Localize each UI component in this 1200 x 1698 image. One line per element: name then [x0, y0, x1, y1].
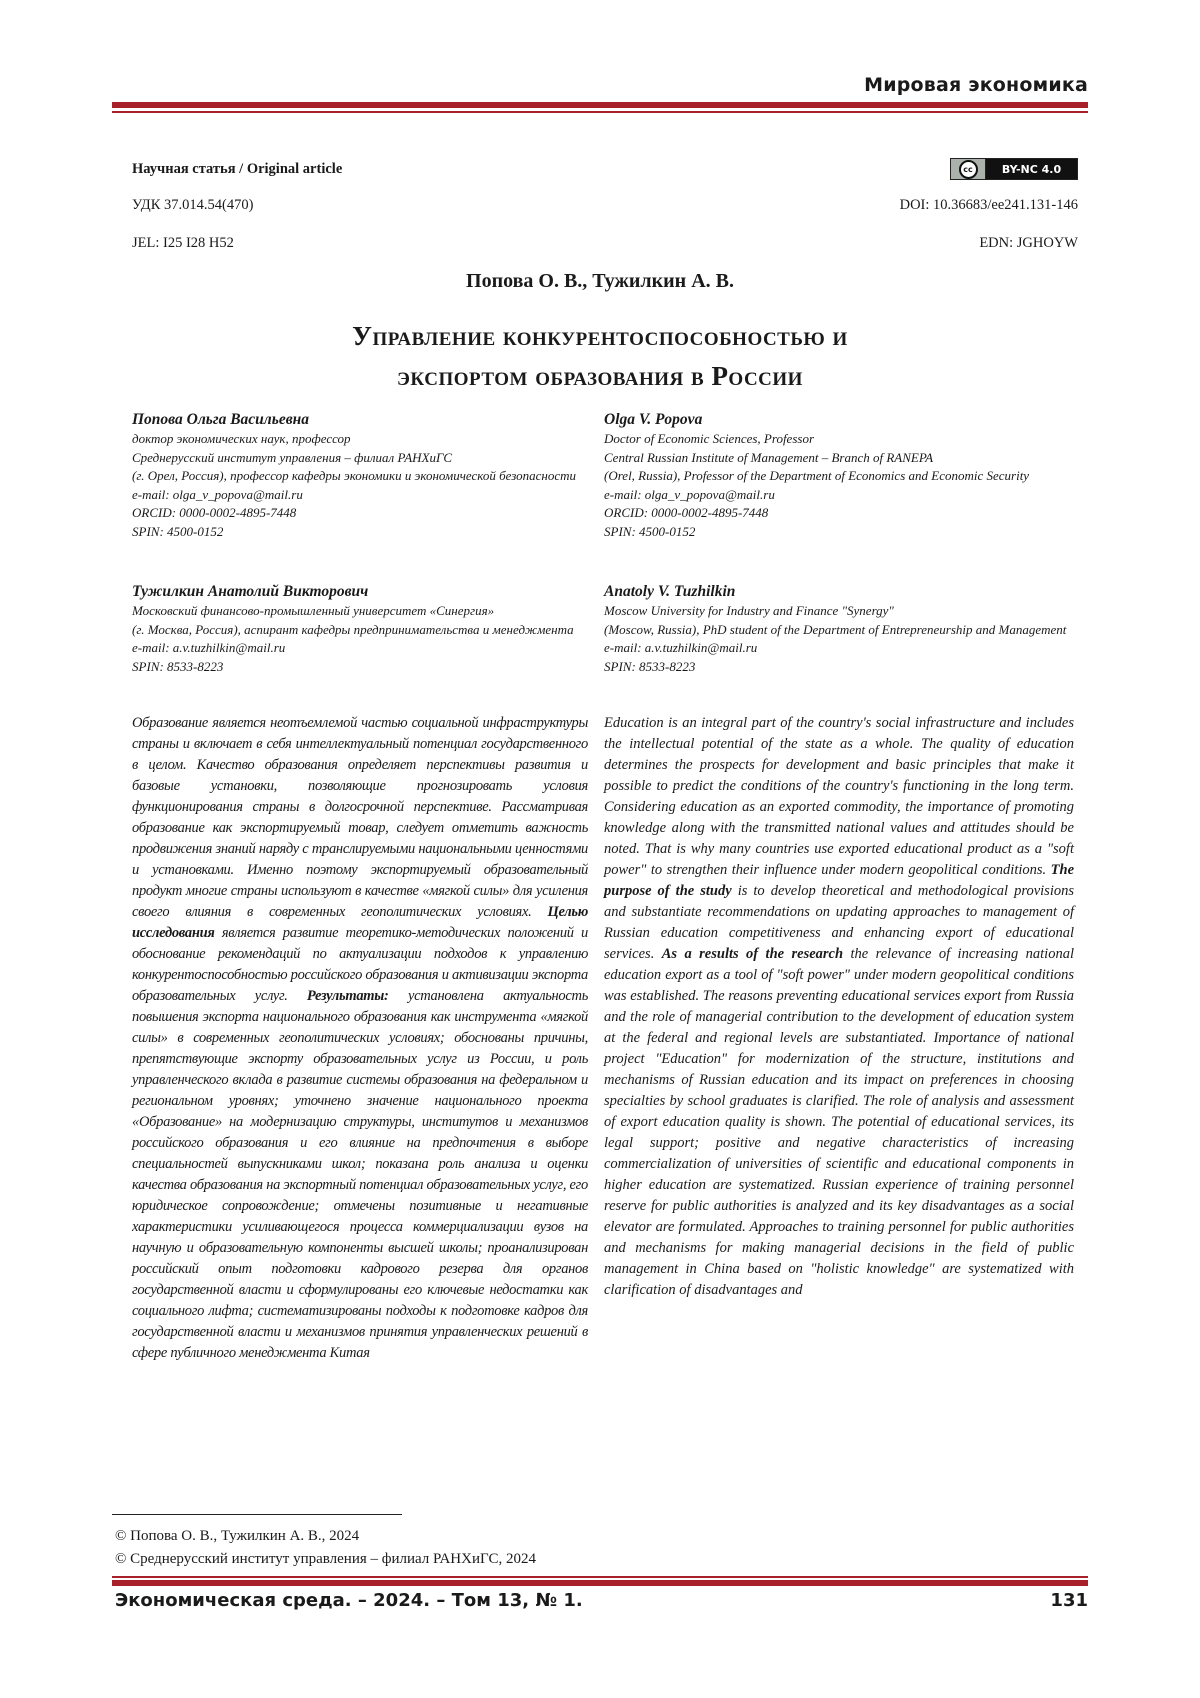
author-email[interactable]: e-mail: a.v.tuzhilkin@mail.ru — [132, 640, 286, 655]
author-spin: SPIN: 8533-8223 — [132, 658, 224, 674]
abstract-en-purpose: is to develop theoretical and methodological provisions and substantiate recommendations on updating approaches to management of Russian education competitiveness and enhancing export of educational services. — [604, 883, 1074, 962]
abstract-ru — [132, 713, 588, 1364]
author-position: (Orel, Russia), Professor of the Department of Economics and Economic Security — [604, 468, 1030, 483]
meta-row-udc — [132, 197, 1078, 214]
abstract-en-purpose-label: The purpose of the study — [604, 862, 1075, 899]
article-title — [150, 316, 1050, 396]
author-ru-2 — [132, 582, 588, 676]
footnote-rule — [112, 1514, 402, 1515]
abstract-ru-results-label: Результаты: — [306, 988, 389, 1004]
author-degree: доктор экономических наук, профессор — [132, 431, 351, 446]
author-affiliation: Central Russian Institute of Management – Branch of RANEPA — [604, 449, 934, 465]
author-affiliation: Московский финансово-промышленный университет «Синергия» — [132, 603, 495, 618]
abstract-en-results: the relevance of increasing national education export as a tool of "soft power" under modern geopolitical conditions was established. The reasons preventing educational services export from Russia and the role of managerial contribution to the development of education system at the federal and regional levels are substantiated. Importance of national project "Education" for modernization of the structure, institutions and mechanisms of Russian education and its impact on preferences in choosing specialties by school graduates is clarified. The role of analysis and assessment of export education quality is shown. The potential of educational services, its legal support; positive and negative characteristics of increasing commercialization of universities of scientific and educational components in higher education are systematized. Russian experience of training personnel reserve for public authorities is analyzed and its key disadvantages as a social elevator are formulated. Approaches to training personnel for public authorities and mechanisms for making managerial decisions in the field of public management in China based on "holistic knowledge" are systematized with clarification of disadvantages and — [604, 946, 1074, 1298]
journal-citation: Экономическая среда. – 2024. – Том 13, № 1. — [115, 1590, 583, 1611]
doi[interactable]: DOI: 10.36683/ee241.131-146 — [899, 197, 1078, 213]
abstract-ru-purpose-label: Целью исследования — [132, 904, 588, 941]
author-orcid: ORCID: 0000-0002-4895-7448 — [604, 505, 769, 520]
header-rule — [112, 102, 1088, 108]
author-spin: SPIN: 4500-0152 — [132, 523, 224, 539]
author-position: (г. Москва, Россия), аспирант кафедры предпринимательства и менеджмента — [132, 621, 574, 637]
title-line-1: Управление конкурентоспособностью и — [352, 321, 848, 351]
article-type: Научная статья / Original article — [132, 160, 343, 177]
author-email[interactable]: e-mail: olga_v_popova@mail.ru — [604, 486, 775, 502]
header-rule-thin — [112, 111, 1088, 113]
edn: EDN: JGHOYW — [979, 235, 1078, 251]
author-name: Olga V. Popova — [604, 411, 703, 428]
footnote-copyright-institute: © Среднерусский институт управления – филиал РАНХиГС, 2024 — [115, 1551, 536, 1567]
abstract-en-intro: Education is an integral part of the country's social infrastructure and includes the intellectual potential of the state as a whole. The quality of education determines the prospects for development and basic principles that make it possible to predict the conditions of the country's functioning in the long term. Considering education as an exported commodity, the importance of promoting knowledge along with the transmitted national values and attitudes should be noted. That is why many countries use exported educational product as a "soft power" to strengthen their influence under modern geopolitical conditions. — [604, 715, 1074, 878]
footer-rule — [112, 1580, 1088, 1586]
license-label: BY-NC 4.0 — [986, 159, 1077, 179]
footnote-copyright-authors: © Попова О. В., Тужилкин А. В., 2024 — [115, 1528, 360, 1544]
license-badge[interactable] — [950, 158, 1078, 180]
author-affiliation: Moscow University for Industry and Finance "Synergy" — [604, 603, 894, 618]
author-position: (г. Орел, Россия), профессор кафедры экономики и экономической безопасности — [132, 468, 577, 483]
author-spin: SPIN: 8533-8223 — [604, 658, 696, 674]
footer-rule-thin — [112, 1576, 1088, 1578]
udc-code: УДК 37.014.54(470) — [132, 197, 254, 213]
author-position: (Moscow, Russia), PhD student of the Department of Entrepreneurship and Management — [604, 621, 1067, 637]
author-degree: Doctor of Economic Sciences, Professor — [604, 431, 814, 446]
author-ru-1 — [132, 410, 588, 541]
authors-line: Попова О. В., Тужилкин А. В. — [466, 270, 734, 292]
abstract-ru-intro: Образование является неотъемлемой частью социальной инфраструктуры страны и включает в себя интеллектуальный потенциал государственного в целом. Качество образования определяет перспективы развития и базовые установки, позволяющие прогнозировать условия функционирования страны в долгосрочной перспективе. Рассматривая образование как экспортируемый товар, следует отметить важность продвижения знаний наряду с транслируемыми национальными ценностями и установками. Именно поэтому экспортируемый образовательный продукт многие страны используют в качестве «мягкой силы» для усиления своего влияния в современных геополитических условиях. — [132, 715, 588, 920]
section-title: Мировая экономика — [864, 74, 1088, 96]
author-affiliation: Среднерусский институт управления – филиал РАНХиГС — [132, 449, 453, 465]
jel-codes: JEL: I25 I28 H52 — [132, 235, 234, 251]
author-email[interactable]: e-mail: a.v.tuzhilkin@mail.ru — [604, 640, 758, 655]
abstract-en-results-label: As a results of the research — [661, 946, 844, 962]
meta-row-type — [132, 158, 1078, 180]
author-spin: SPIN: 4500-0152 — [604, 523, 696, 539]
author-name: Попова Ольга Васильевна — [132, 411, 309, 428]
abstract-en — [604, 713, 1074, 1301]
author-name: Тужилкин Анатолий Викторович — [132, 583, 369, 600]
author-orcid: ORCID: 0000-0002-4895-7448 — [132, 505, 297, 520]
meta-row-jel — [132, 235, 1078, 252]
abstract-ru-purpose: является развитие теоретико-методических положений и обоснование рекомендаций по актуализации подходов к управлению конкурентоспособностью российского образования и активизации экспорта образовательных услуг. — [132, 925, 589, 1004]
cc-icon: cc — [951, 159, 986, 179]
abstract-ru-results: установлена актуальность повышения экспорта национального образования как инструмента «мягкой силы» в современных геополитических условиях; обоснованы причины, препятствующие экспорту образовательных услуг из России, и роль управленческого вклада в развитие системы образования на федеральном и региональном уровнях; уточнено значение национального проекта «Образование» на модернизацию структуры, институтов и механизмов российского образования и его влияние на предпочтения в выборе специальностей выпускниками школ; показана роль анализа и оценки качества образования на экспортный потенциал образовательных услуг, его юридическое сопровождение; отмечены позитивные и негативные характеристики усиливающегося процесса коммерциализации вузов на научную и образовательную компоненты высшей школы; проанализирован российский опыт подготовки кадрового резерва для органов государственной власти и сформулированы его ключевые недостатки как социального лифта; систематизированы подходы к подготовке кадров для государственной власти и механизмов принятия управленческих решений в сфере публичного менеджмента Китая — [132, 988, 588, 1361]
author-email[interactable]: e-mail: olga_v_popova@mail.ru — [132, 486, 303, 502]
title-line-2: экспортом образования в России — [397, 361, 803, 391]
author-name: Anatoly V. Tuzhilkin — [604, 583, 736, 600]
author-en-2 — [604, 582, 1074, 676]
page-number: 131 — [1050, 1590, 1088, 1611]
author-en-1 — [604, 410, 1074, 541]
